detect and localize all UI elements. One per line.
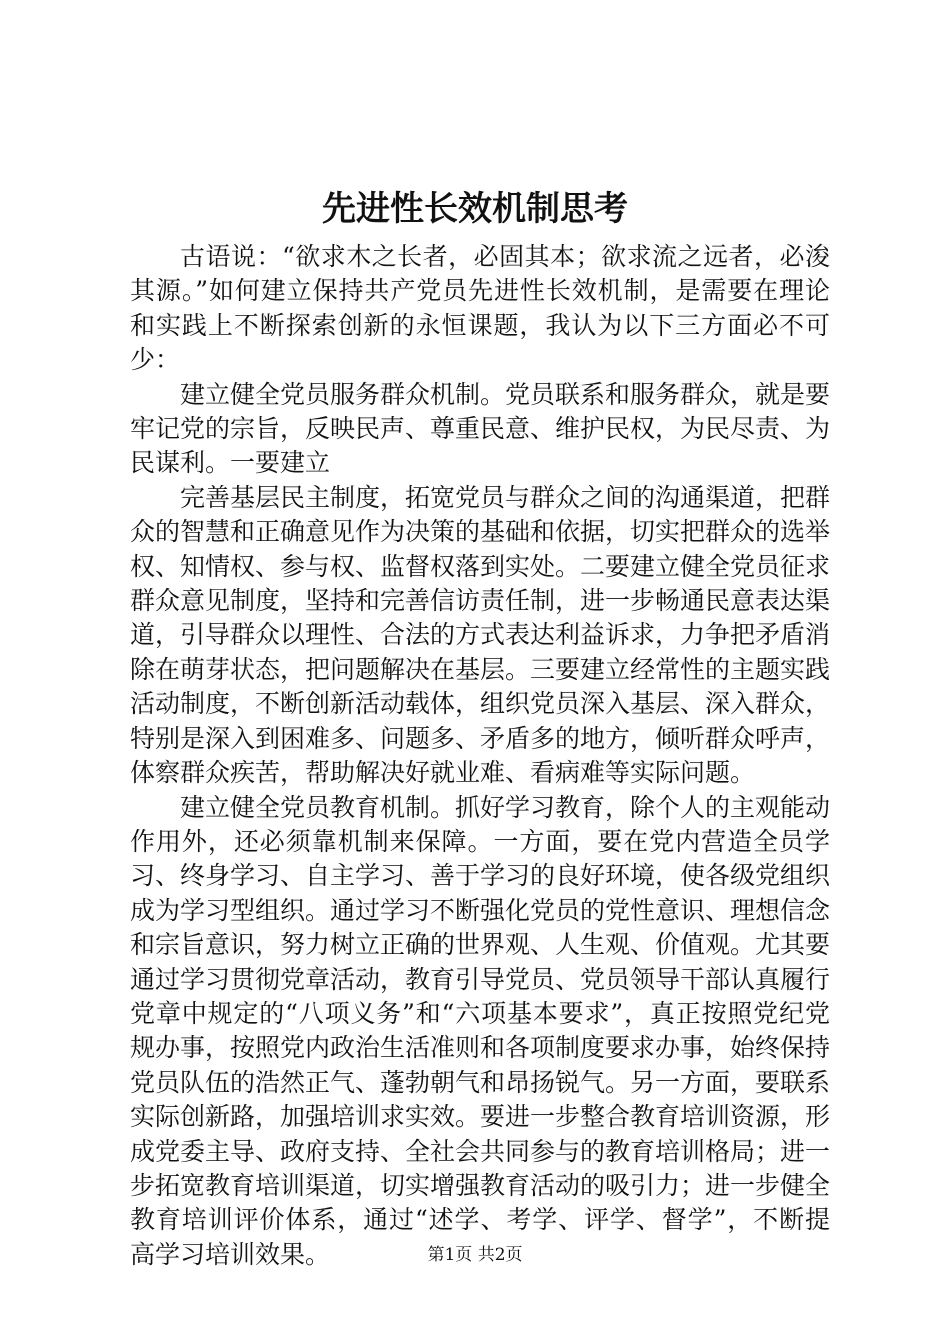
paragraph-education-mechanism: 建立健全党员教育机制。抓好学习教育，除个人的主观能动作用外，还必须靠机制来保障。一方面，要在党内营造全员学习、终身学习、自主学习、善于学习的良好环境，使各级党组织成为学习型组织。通过学习不断强化党员的党性意识、理想信念和宗旨意识，努力树立正确的世界观、人生观、价值观。尤其要通过学习贯彻党章活动，教育引导党员、党员领导干部认真履行党章中规定的“八项义务”和“六项基本要求”，真正按照党纪党规办事，按照党内政治生活准则和各项制度要求办事，始终保持党员队伍的浩然正气、蓬勃朝气和昂扬锐气。另一方面，要联系实际创新路，加强培训求实效。要进一步整合教育培训资源，形成党委主导、政府支持、全社会共同参与的教育培训格局；进一步拓宽教育培训渠道，切实增强教育活动的吸引力；进一步健全教育培训评价体系，通过“述学、考学、评学、督学”，不断提高学习培训效果。 xyxy=(130,792,831,1269)
page-number-footer: 第1页 共2页 xyxy=(427,1245,523,1265)
document-title: 先进性长效机制思考 xyxy=(322,189,628,229)
paragraph-democracy-system: 完善基层民主制度，拓宽党员与群众之间的沟通渠道，把群众的智慧和正确意见作为决策的基础和依据，切实把群众的选举权、知情权、参与权、监督权落到实处。二要建立健全党员征求群众意见制度，坚持和完善信访责任制，进一步畅通民意表达渠道，引导群众以理性、合法的方式表达利益诉求，力争把矛盾消除在萌芽状态，把问题解决在基层。三要建立经常性的主题实践活动制度，不断创新活动载体，组织党员深入基层、深入群众，特别是深入到困难多、问题多、矛盾多的地方，倾听群众呼声，体察群众疾苦，帮助解决好就业难、看病难等实际问题。 xyxy=(130,482,831,788)
paragraph-intro: 古语说：“欲求木之长者，必固其本；欲求流之远者，必浚其源。”如何建立保持共产党员先进性长效机制，是需要在理论和实践上不断探索创新的永恒课题，我认为以下三方面必不可少： xyxy=(130,242,830,375)
document-body xyxy=(130,240,830,1272)
paragraph-service-mechanism: 建立健全党员服务群众机制。党员联系和服务群众，就是要牢记党的宗旨，反映民声、尊重民意、维护民权，为民尽责、为民谋利。一要建立 xyxy=(130,379,831,478)
